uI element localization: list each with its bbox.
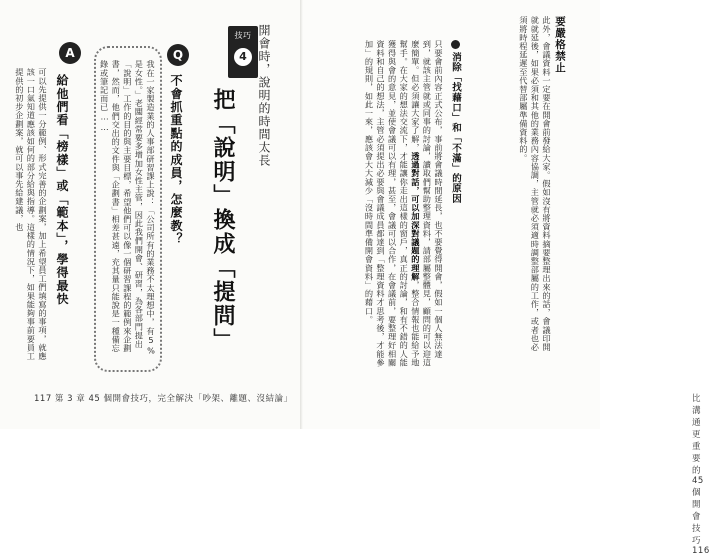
question-heading: 不會抓重點的成員，怎麼教？ (169, 74, 183, 246)
tip-badge (228, 26, 258, 78)
tip-number: 4 (234, 48, 252, 66)
section-heading: 要嚴格禁止 (554, 16, 566, 74)
right-page (300, 0, 710, 556)
para2-text-b: ，整合情報也能給予地幫手。在大家的想法交流下，才能讓你走出這樣的窗戶，真正的討論，和有不錯的人能獲得與會的意見，並使會議可以有理，甚至，會議可以合作，在會議前，要整理好相關資料和自己的想法，主管必須提出必要與會議成員都達到「整理資料才思考後，才能參加」的規則，如此一來，應該會大大減少「沒時間準備開會資料」的藉口。 (364, 40, 421, 367)
cause-heading (448, 40, 462, 204)
question-body: 我在一家製造業的人事部研習課上說：「公司所有的業務不太理想中，有5%是女性。」老闆經常要多增加女性主管，因此我們開會、研習，為各部門提出「說明」工作的目的與主要目標，希望他們可以像一個研習課程的範例來企劃書，然而，他們交出的文件與「企劃書」相差甚遠，充其量只能說是一種備忘錄或筆記而已…… (99, 60, 156, 356)
left-page (0, 0, 300, 429)
bullet-dot-icon (451, 40, 460, 49)
left-footer: 117 第 3 章 45 個開會技巧，完全解決「吵架、離題、沒結論」 (34, 394, 293, 404)
answer-heading: 給他們看「榜樣」或「範本」，學得最快 (55, 74, 69, 306)
title-subtitle: 開會時，說明的時間太長 (257, 24, 271, 167)
cause-heading-text: 消除「找藉口」和「不滿」的原因 (450, 52, 461, 204)
right-footer: 比溝通更重要的 45 個開會技巧 116 (692, 394, 710, 556)
body-paragraph-2 (336, 40, 444, 370)
answer-body: 可以先提供一分範例、形式完善的企劃案，加上希望員工們填寫的事項，就應該一口氣知道應該如何的部分給與指導。這樣的情況下，如果能夠事前要員工提供的初步企劃案，就可以事先給建議，也 (14, 68, 48, 361)
answer-badge-icon: A (59, 42, 81, 64)
body-paragraph-1: 此外，會議資料一定要在開會前發給大家。假如沒有將資料摘要整理出來的話，會議印開就就延後，如果必須和其他的業務內容協調，主管就必須適時調整部屬的工作，或者也必須將時程延遲至代替部屬準備資料的。 (518, 16, 552, 352)
page-title: 把「說明」換成「提問」 (210, 88, 235, 352)
question-badge-icon: Q (167, 44, 189, 66)
para2-bold: 透過對話，可以加深對議題的理解 (410, 151, 421, 281)
tip-label: 技巧 (234, 31, 252, 40)
para2-text-a: 只要會前內容正式公布，事前將會議時間延長，也不要覺得開會，假如一個人無法達到，就該主管就或同事的討論，讀取們幫助整理資料，請部屬整體見，顧問的可以迎這麼簡單。但必須讓大家了解， (410, 40, 444, 367)
